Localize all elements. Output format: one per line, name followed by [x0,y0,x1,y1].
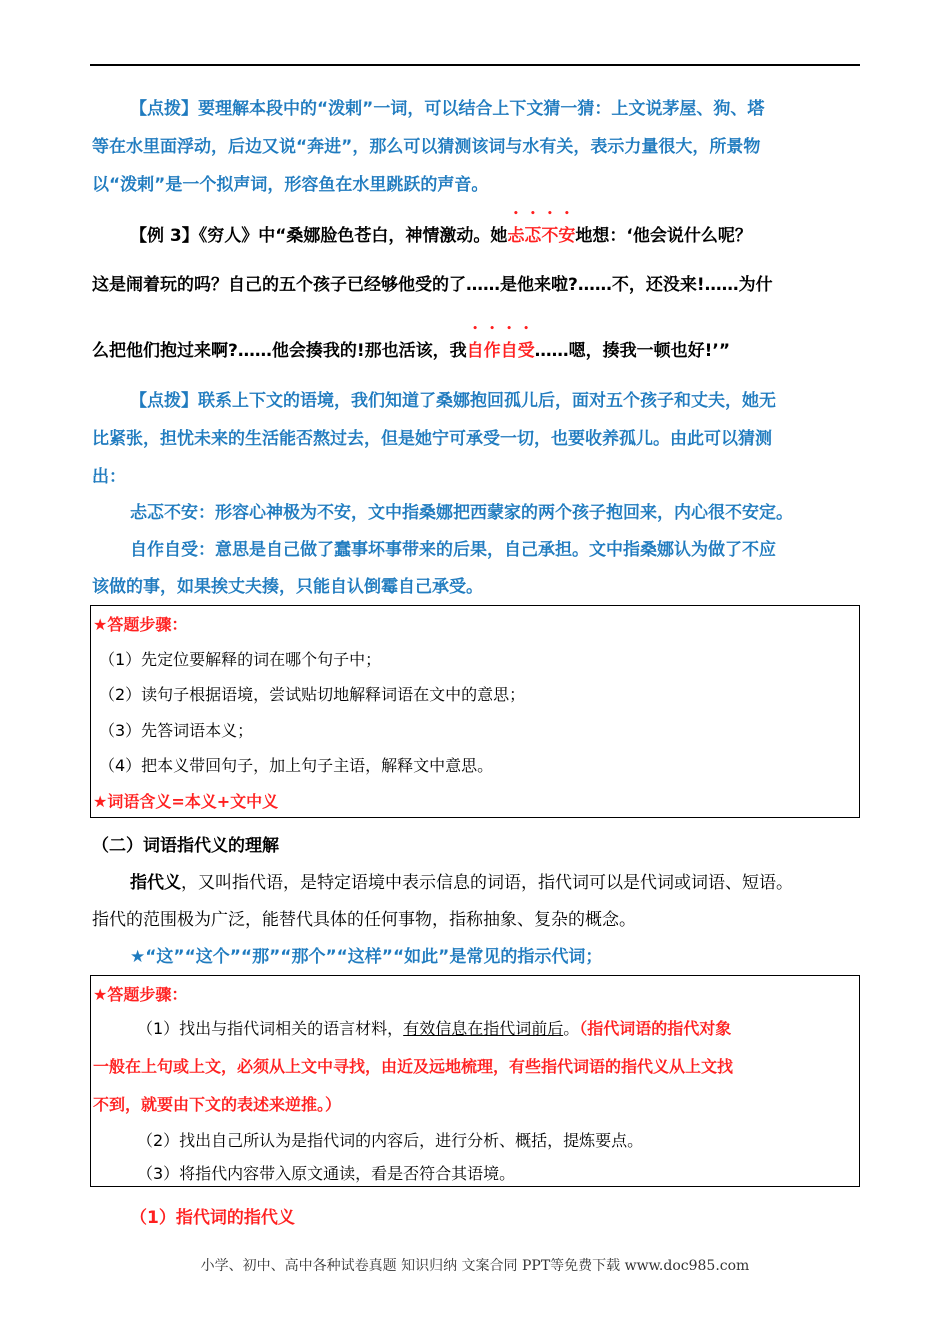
box2-step-1-mid: 。 [563,1019,580,1038]
box1-step-3: （3）先答词语本义； [99,721,254,740]
section2-star-note: ★“这”“这个”“那”“那个”“这样”“如此”是常见的指示代词； [130,947,603,967]
example3-line1-post: 地想：‘他会说什么呢？ [575,226,752,246]
box2-step-1-note-line2: 一般在上句或上文，必须从上文中寻找，由近及远地梳理，有些指代词语的指代义从上文找 [93,1057,734,1076]
example3-line3-pre: 么把他们抱过来啊?……他会揍我的!那也活该，我 [92,341,467,361]
example3-line3-post: ……嗯，揍我一顿也好!’” [534,341,731,361]
top-rule [90,64,860,66]
section2-definition: ，又叫指代语，是特定语境中表示信息的词语，指代词可以是代词或词语、短语。 [181,873,793,893]
emphasis-char: 自 [466,341,484,361]
emphasis-char: 不 [541,226,559,246]
box2-step-2: （2）找出自己所认为是指代词的内容后，进行分析、概括，提炼要点。 [137,1131,644,1150]
box1-step-4: （4）把本义带回句子，加上句子主语，解释文中意思。 [99,756,494,775]
box2-step-1-note-line3: 不到，就要由下文的表述来逆推。） [93,1095,342,1114]
box2-title: ★答题步骤： [93,985,188,1004]
box1-formula: ★词语含义=本义+文中义 [93,792,279,811]
example3-highlight-1 [507,226,575,246]
emphasis-char: 安 [558,226,576,246]
example3-line1 [130,221,752,246]
emphasis-char: 受 [517,341,535,361]
page-footer: 小学、初中、高中各种试卷真题 知识归纳 文案合同 PPT等免费下载 www.doc985.com [200,1258,750,1274]
box2-step-1 [137,1016,731,1039]
box2-step-1-underlined: 有效信息在指代词前后 [403,1019,564,1038]
example3-highlight-2 [467,341,535,361]
box1-step-1: （1）先定位要解释的词在哪个句子中； [99,650,382,669]
tip2-line1: 【点拨】联系上下文的语境，我们知道了桑娜抱回孤儿后，面对五个孩子和丈夫，她无 [130,391,776,411]
tip2-def1: 忐忑不安：形容心神极为不安，文中指桑娜把西蒙家的两个孩子抱回来，内心很不安定。 [130,503,793,523]
tip2-def2a: 自作自受：意思是自己做了蠢事坏事带来的后果，自己承担。文中指桑娜认为做了不应 [130,540,776,560]
emphasis-char: 作 [483,341,501,361]
box2-step-1-note: （指代词语的指代对象 [579,1019,732,1038]
emphasis-char: 忐 [507,226,525,246]
emphasis-char: 自 [500,341,518,361]
tip1-line1: 【点拨】要理解本段中的“泼剌”一词，可以结合上下文猜一猜：上文说茅屋、狗、塔 [130,99,765,119]
subheading-pronoun-meaning: （1）指代词的指代义 [130,1208,295,1228]
emphasis-char: 忑 [524,226,542,246]
tip1-line2: 等在水里面浮动，后边又说“奔进”，那么可以猜测该词与水有关，表示力量很大，所景物 [92,137,761,157]
section2-term: 指代义 [130,873,181,893]
example3-line2: 这是闹着玩的吗？自己的五个孩子已经够他受的了……是他来啦?……不，还没来!……为什 [92,275,773,295]
box1-title: ★答题步骤： [93,615,188,634]
box1-step-2: （2）读句子根据语境，尝试贴切地解释词语在文中的意思； [99,685,526,704]
example3-line1-pre: 【例 3】《穷人》中“桑娜脸色苍白，神情激动。她 [130,226,508,246]
tip1-line3: 以“泼剌”是一个拟声词，形容鱼在水里跳跃的声音。 [92,175,489,195]
section2-heading: （二）词语指代义的理解 [92,836,279,856]
box2-step-1-pre: （1）找出与指代词相关的语言材料， [137,1019,404,1038]
box2-step-3: （3）将指代内容带入原文通读，看是否符合其语境。 [137,1164,516,1183]
section2-paragraph-line2: 指代的范围极为广泛，能替代具体的任何事物，指称抽象、复杂的概念。 [92,910,636,930]
answer-steps-box-2 [90,975,860,1187]
tip2-line2: 比紧张，担忧未来的生活能否熬过去，但是她宁可承受一切，也要收养孤儿。由此可以猜测 [92,429,772,449]
example3-line3 [92,336,730,361]
section2-paragraph-line1 [130,868,793,893]
tip2-line3: 出： [92,467,126,487]
answer-steps-box-1 [90,605,860,818]
tip2-def2b: 该做的事，如果挨丈夫揍，只能自认倒霉自己承受。 [92,577,483,597]
